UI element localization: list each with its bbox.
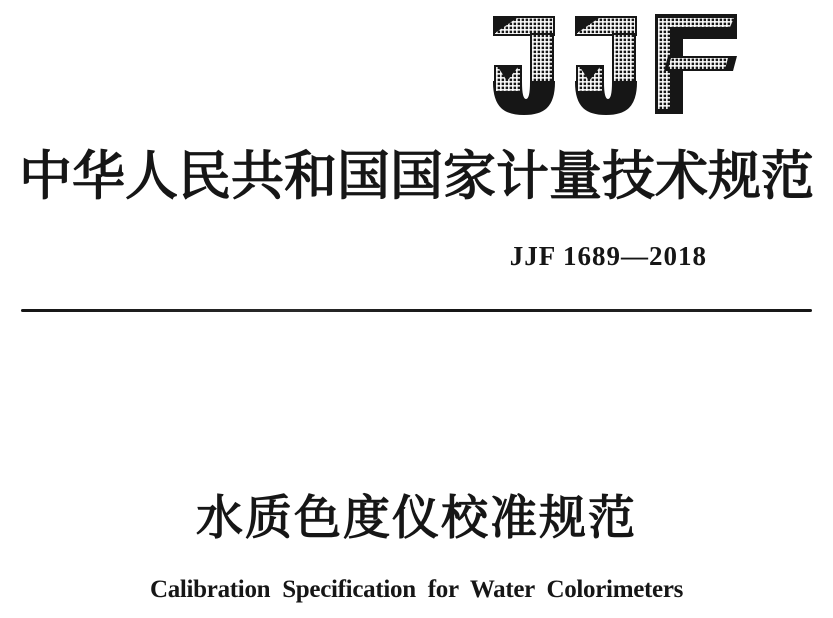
main-title: 中华人民共和国国家计量技术规范 — [19, 148, 814, 206]
jjf-logo-text — [493, 116, 494, 117]
jjf-logo — [493, 14, 738, 116]
horizontal-rule — [21, 309, 812, 312]
jjf-logo-graphic — [493, 14, 738, 116]
chinese-title: 水质色度仪校准规范 — [196, 491, 637, 546]
spec-number: JJF 1689—2018 — [509, 241, 707, 271]
english-title: Calibration Specification for Water Colorimeters — [149, 576, 684, 603]
